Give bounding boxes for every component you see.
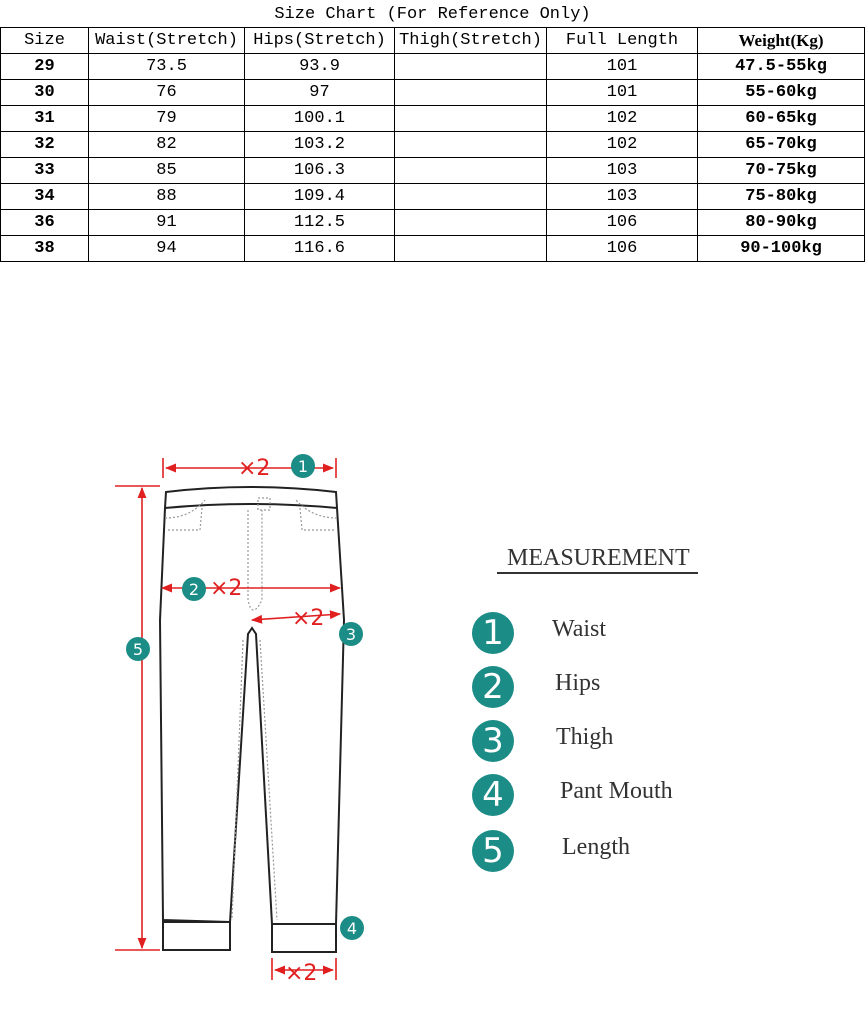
number-badge: 5 xyxy=(472,830,514,872)
table-cell: 82 xyxy=(89,132,245,158)
table-cell: 38 xyxy=(1,236,89,262)
legend-label: Waist xyxy=(552,616,607,642)
column-header: Weight(Kg) xyxy=(698,28,865,54)
table-cell: 31 xyxy=(1,106,89,132)
table-cell: 55-60kg xyxy=(698,80,865,106)
table-cell: 101 xyxy=(547,54,698,80)
marker-hips xyxy=(182,577,206,601)
svg-text:2: 2 xyxy=(188,580,200,599)
legend-label: Length xyxy=(562,834,630,860)
table-cell: 29 xyxy=(1,54,89,80)
measurement-legend xyxy=(460,530,780,890)
table-cell: 85 xyxy=(89,158,245,184)
thigh-multiplier: ×2 xyxy=(292,606,325,631)
size-chart-table xyxy=(0,27,865,262)
table-cell: 88 xyxy=(89,184,245,210)
table-cell xyxy=(395,106,547,132)
legend-label: Hips xyxy=(555,670,601,696)
table-cell xyxy=(395,132,547,158)
table-cell: 80-90kg xyxy=(698,210,865,236)
column-header: Waist(Stretch) xyxy=(89,28,245,54)
legend-item-thigh xyxy=(472,720,772,764)
table-cell: 103 xyxy=(547,158,698,184)
table-cell: 47.5-55kg xyxy=(698,54,865,80)
table-cell: 97 xyxy=(245,80,395,106)
table-cell: 102 xyxy=(547,106,698,132)
hips-multiplier: ×2 xyxy=(210,576,243,601)
pants-stitching xyxy=(165,498,337,920)
table-cell: 106 xyxy=(547,236,698,262)
table-cell: 94 xyxy=(89,236,245,262)
table-cell xyxy=(395,184,547,210)
table-row xyxy=(1,106,865,132)
column-header: Full Length xyxy=(547,28,698,54)
table-cell xyxy=(395,158,547,184)
legend-item-hips xyxy=(472,666,772,710)
svg-text:5: 5 xyxy=(132,640,144,659)
table-cell: 65-70kg xyxy=(698,132,865,158)
number-badge: 2 xyxy=(472,666,514,708)
table-cell: 90-100kg xyxy=(698,236,865,262)
table-cell: 112.5 xyxy=(245,210,395,236)
table-cell: 106.3 xyxy=(245,158,395,184)
table-row xyxy=(1,210,865,236)
table-cell: 109.4 xyxy=(245,184,395,210)
table-cell: 60-65kg xyxy=(698,106,865,132)
number-badge: 1 xyxy=(472,612,514,654)
legend-item-pant-mouth xyxy=(472,774,772,818)
table-cell: 100.1 xyxy=(245,106,395,132)
table-cell: 33 xyxy=(1,158,89,184)
table-cell: 116.6 xyxy=(245,236,395,262)
legend-title: MEASUREMENT xyxy=(497,544,698,574)
table-cell xyxy=(395,54,547,80)
table-cell: 32 xyxy=(1,132,89,158)
table-cell: 103.2 xyxy=(245,132,395,158)
legend-label: Pant Mouth xyxy=(560,778,673,804)
legend-item-waist xyxy=(472,612,772,656)
column-header: Thigh(Stretch) xyxy=(395,28,547,54)
table-row xyxy=(1,132,865,158)
table-cell: 70-75kg xyxy=(698,158,865,184)
marker-length xyxy=(126,637,150,661)
size-chart-title: Size Chart (For Reference Only) xyxy=(274,5,591,24)
measurement-arrows xyxy=(115,458,340,980)
table-cell xyxy=(395,80,547,106)
table-cell xyxy=(395,210,547,236)
table-cell: 79 xyxy=(89,106,245,132)
pant-mouth-multiplier: ×2 xyxy=(285,961,318,986)
svg-text:4: 4 xyxy=(346,919,358,938)
column-header: Hips(Stretch) xyxy=(245,28,395,54)
table-cell: 36 xyxy=(1,210,89,236)
column-header: Size xyxy=(1,28,89,54)
pants-measurement-diagram xyxy=(110,440,380,1000)
pants-outline xyxy=(160,487,344,952)
marker-waist xyxy=(291,454,315,478)
table-cell: 75-80kg xyxy=(698,184,865,210)
number-badge: 4 xyxy=(472,774,514,816)
table-header-row xyxy=(1,28,865,54)
waist-multiplier: ×2 xyxy=(238,456,271,481)
table-cell: 30 xyxy=(1,80,89,106)
table-cell: 34 xyxy=(1,184,89,210)
table-cell: 106 xyxy=(547,210,698,236)
table-row xyxy=(1,236,865,262)
marker-thigh xyxy=(339,622,363,646)
svg-text:1: 1 xyxy=(297,457,309,476)
table-row xyxy=(1,158,865,184)
marker-pant-mouth xyxy=(340,916,364,940)
table-row xyxy=(1,80,865,106)
table-cell: 73.5 xyxy=(89,54,245,80)
legend-label: Thigh xyxy=(556,724,614,750)
table-cell: 91 xyxy=(89,210,245,236)
legend-item-length xyxy=(472,830,772,874)
table-cell: 102 xyxy=(547,132,698,158)
table-cell: 76 xyxy=(89,80,245,106)
table-cell: 93.9 xyxy=(245,54,395,80)
table-row xyxy=(1,54,865,80)
table-row xyxy=(1,184,865,210)
table-cell xyxy=(395,236,547,262)
number-badge: 3 xyxy=(472,720,514,762)
table-cell: 101 xyxy=(547,80,698,106)
svg-text:3: 3 xyxy=(345,625,357,644)
table-cell: 103 xyxy=(547,184,698,210)
